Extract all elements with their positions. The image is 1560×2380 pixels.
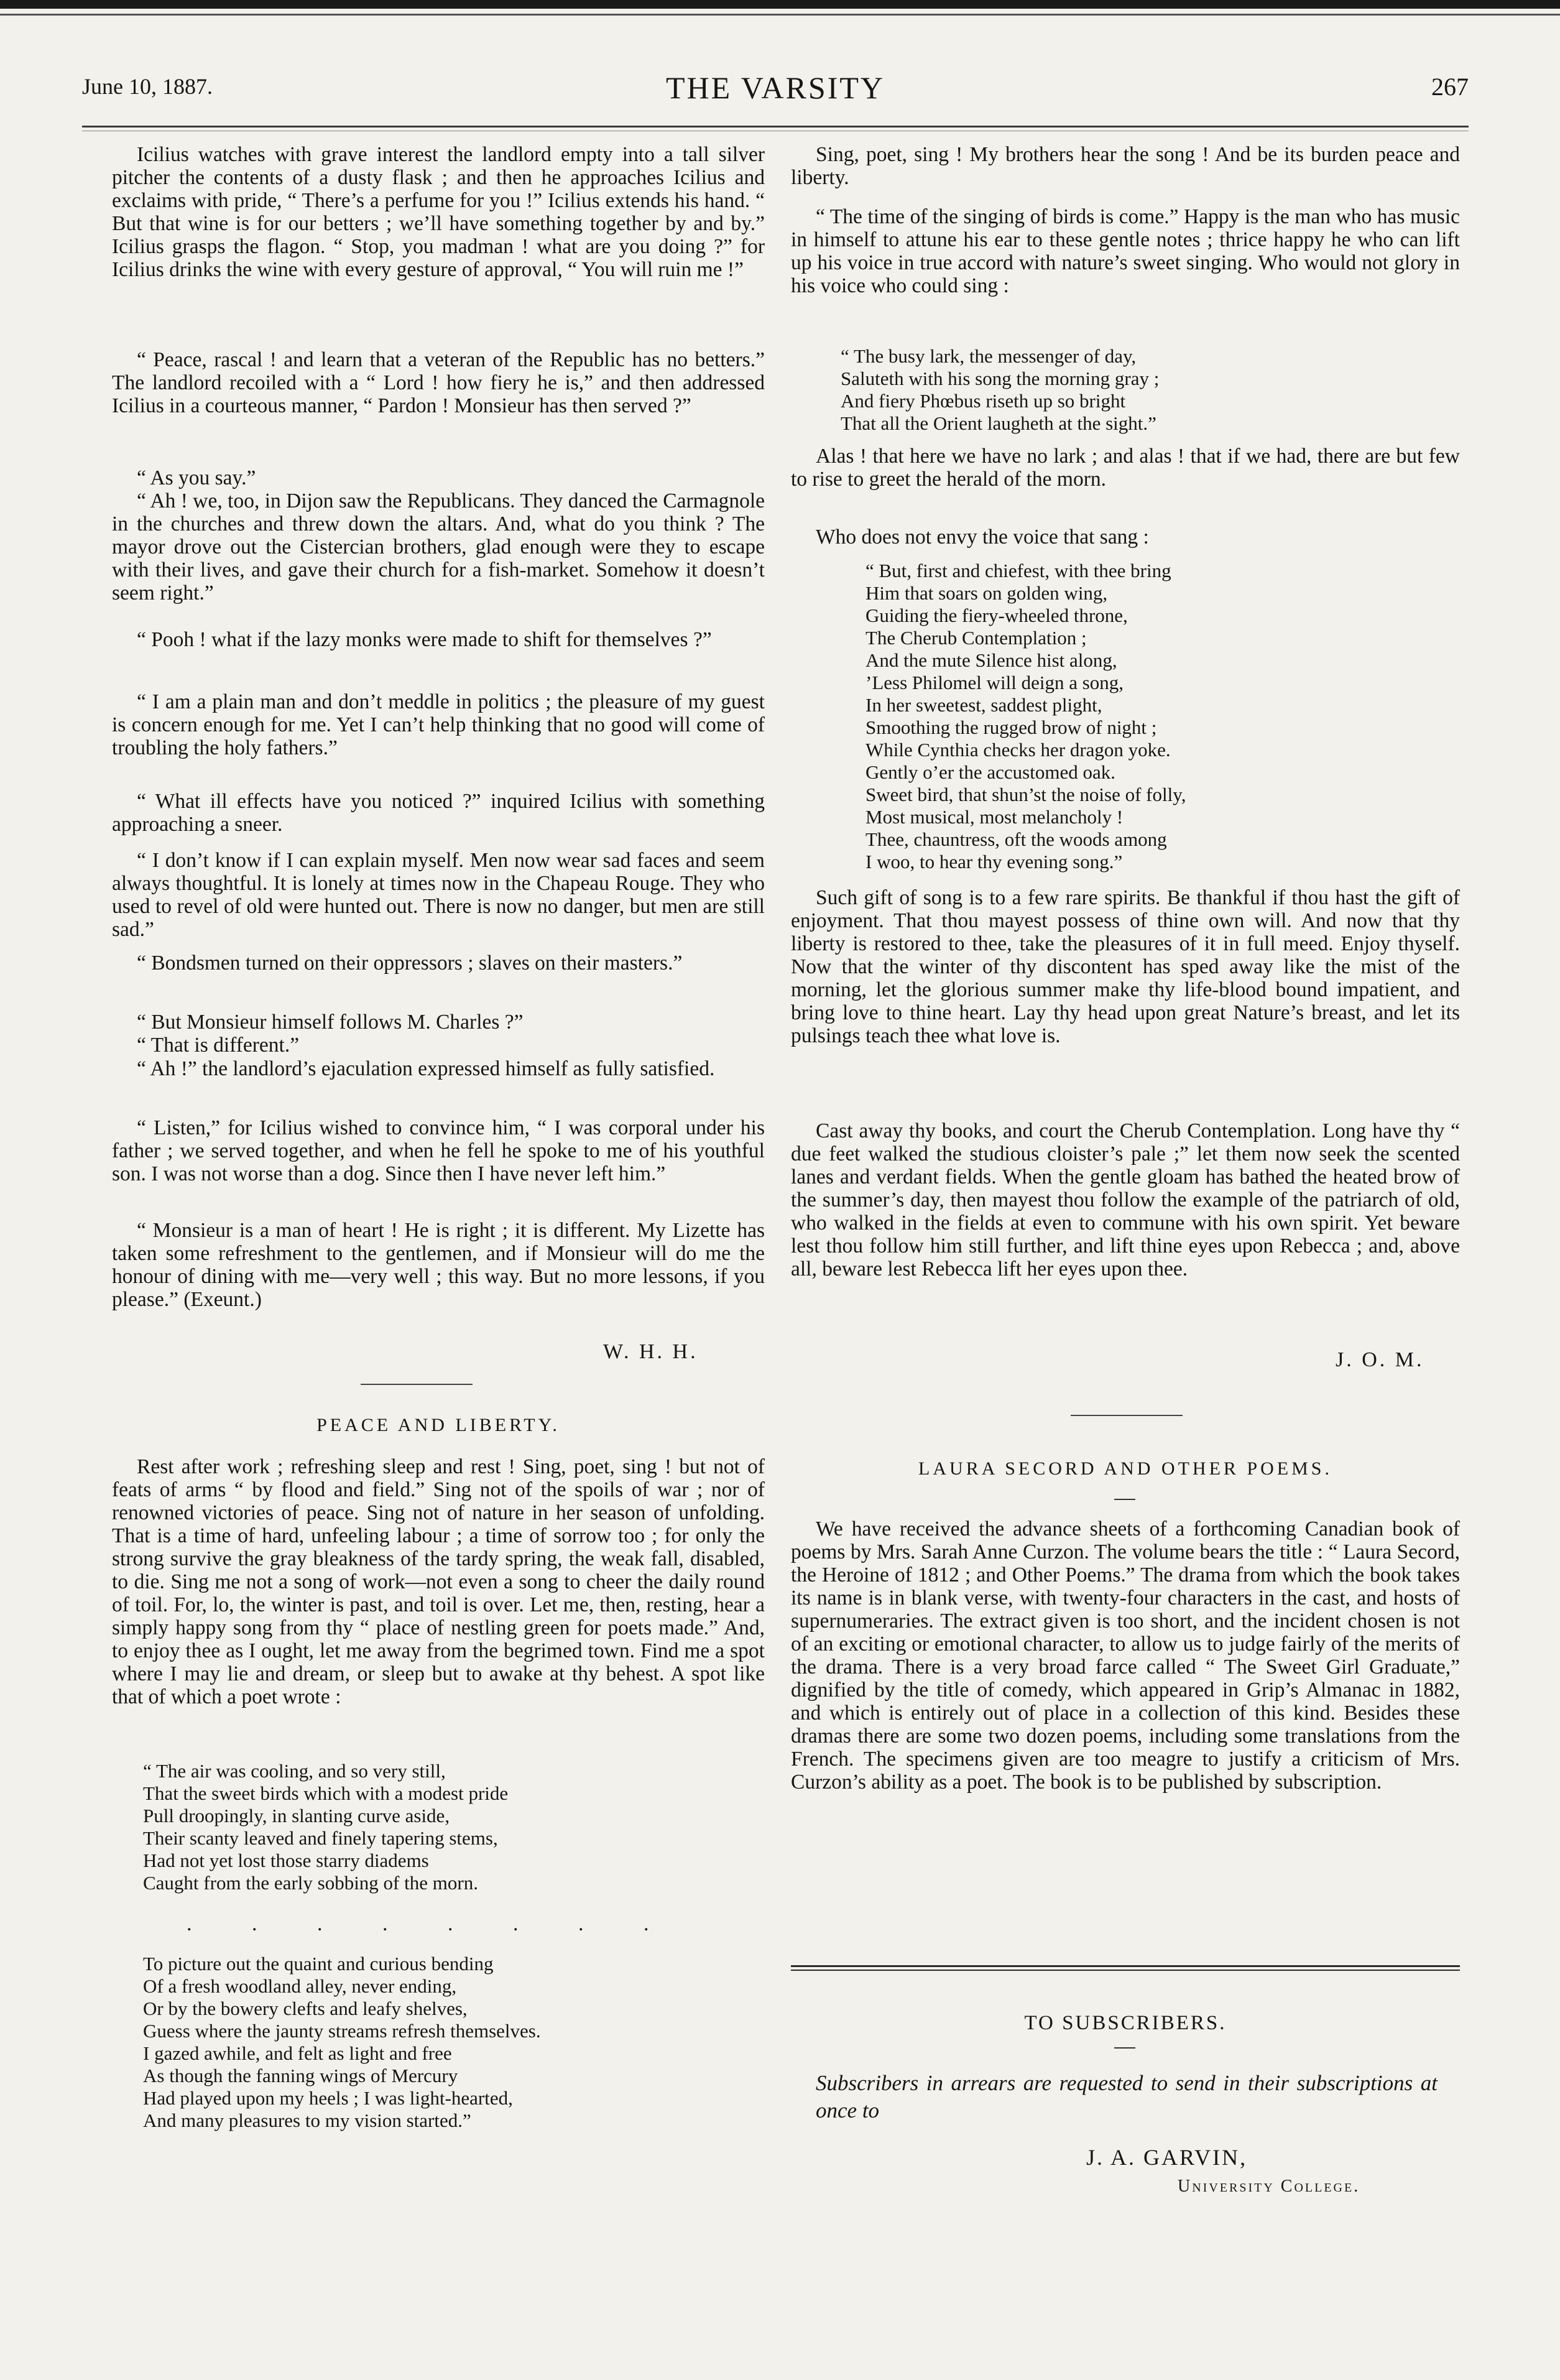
verse-line: The Cherub Contemplation ; — [865, 627, 1087, 649]
verse-line: That all the Orient laugheth at the sight.” — [841, 412, 1156, 434]
verse-line: In her sweetest, saddest plight, — [865, 694, 1102, 716]
story-paragraph: “ What ill effects have you noticed ?” inquired Icilius with something approaching a sneer. — [112, 790, 765, 836]
verse-line: Gently o’er the accustomed oak. — [865, 761, 1115, 783]
verse-line: To picture out the quaint and curious bending — [143, 1953, 494, 1975]
laura-secord-heading: LAURA SECORD AND OTHER POEMS. — [918, 1458, 1332, 1479]
subscribers-contact-name: J. A. GARVIN, — [1086, 2145, 1248, 2170]
verse-line: Smoothing the rugged brow of night ; — [865, 716, 1157, 738]
peace-liberty-paragraph: Such gift of song is to a few rare spirits. Be thankful if thou hast the gift of enjoyment. That thou mayest possess of thine own will. And now that thy liberty is restored to thee, take the pleasures of it in full meed. Enjoy thyself. Now that the winter of thy discontent has sped away like the mist of the morning, let the glorious summer make thy life-blood bound impatient, and bring love to thine heart. Lay thy head upon great Nature’s breast, and let its pulsings teach thee what love is. — [791, 886, 1460, 1047]
subscribers-notice: Subscribers in arrears are requested to send in their subscriptions at once to — [816, 2071, 1438, 2123]
verse-line: Had not yet lost those starry diadems — [143, 1850, 429, 1871]
ellipsis-row: . . . . . . . . — [187, 1912, 676, 1935]
story-paragraph: “ Ah ! we, too, in Dijon saw the Republicans. They danced the Carmagnole in the churches and threw down the altars. And, what do you think ? The mayor drove out the Cistercian brothers, glad enough were they to escape with their lives, and gave their church for a fish-market. Somehow it doesn’t seem right.” — [112, 489, 765, 604]
section-divider — [1071, 1415, 1183, 1416]
heading-dash — [1114, 1499, 1135, 1500]
verse-line: While Cynthia checks her dragon yoke. — [865, 739, 1171, 761]
story-paragraph: “ Bondsmen turned on their oppressors ; slaves on their masters.” — [137, 952, 683, 975]
masthead-title: THE VARSITY — [665, 70, 885, 105]
verse-line: Had played upon my heels ; I was light-hearted, — [143, 2087, 513, 2109]
verse-line: That the sweet birds which with a modest pride — [143, 1782, 509, 1804]
verse-line: And the mute Silence hist along, — [865, 649, 1117, 671]
header-rule — [82, 126, 1469, 127]
verse-line: Caught from the early sobbing of the morn. — [143, 1872, 478, 1894]
story-paragraph: “ I don’t know if I can explain myself. Men now wear sad faces and seem always thoughtful. It is lonely at times now in the Chapeau Rouge. They who used to revel of old were hunted out. There is now no danger, but men are still sad.” — [112, 849, 765, 941]
peace-liberty-paragraph: “ The time of the singing of birds is come.” Happy is the man who has music in himself to attune his ear to these gentle notes ; thrice happy he who can lift up his voice in true accord with nature’s sweet singing. Who would not glory in his voice who could sing : — [791, 205, 1460, 297]
verse-block — [143, 1760, 759, 1894]
verse-line: And fiery Phœbus riseth up so bright — [841, 390, 1126, 412]
verse-line: Of a fresh woodland alley, never ending, — [143, 1975, 457, 1997]
peace-liberty-paragraph: Who does not envy the voice that sang : — [816, 526, 1149, 549]
double-rule — [791, 1965, 1460, 1971]
verse-line: Guess where the jaunty streams refresh themselves. — [143, 2020, 541, 2042]
verse-line: Thee, chauntress, oft the woods among — [865, 828, 1167, 850]
peace-liberty-paragraph: Sing, poet, sing ! My brothers hear the song ! And be its burden peace and liberty. — [791, 143, 1460, 189]
page-header — [82, 70, 1469, 111]
peace-liberty-paragraph: Cast away thy books, and court the Cherub Contemplation. Long have thy “ due feet walked the studious cloister’s pale ;” let them now seek the scented lanes and verdant fields. When the gentle gloam has bathed the heated brow of the summer’s day, then mayest thou follow the example of the patriarch of old, who walked in the fields at even to commune with his own spirit. Yet beware lest thou follow him still further, and lift thine eyes upon Rebecca ; and, above all, beware lest Rebecca lift her eyes upon thee. — [791, 1119, 1460, 1280]
verse-line: ’Less Philomel will deign a song, — [865, 672, 1124, 693]
top-border — [0, 0, 1560, 9]
verse-line: And many pleasures to my vision started.” — [143, 2109, 471, 2131]
issue-date: June 10, 1887. — [82, 74, 213, 99]
verse-line: Him that soars on golden wing, — [865, 582, 1108, 604]
story-paragraph: “ That is different.” — [137, 1034, 300, 1057]
verse-line: I woo, to hear thy evening song.” — [865, 851, 1123, 873]
peace-liberty-heading: PEACE AND LIBERTY. — [316, 1415, 560, 1435]
top-border-thin — [0, 14, 1560, 16]
heading-dash — [1114, 2047, 1135, 2049]
peace-liberty-paragraph: Alas ! that here we have no lark ; and alas ! that if we had, there are but few to rise to greet the herald of the morn. — [791, 445, 1460, 491]
verse-line: “ The air was cooling, and so very still, — [143, 1760, 446, 1782]
story-paragraph: “ Ah !” the landlord’s ejaculation expressed himself as fully satisfied. — [137, 1057, 715, 1080]
story-paragraph: “ I am a plain man and don’t meddle in politics ; the pleasure of my guest is concern enough for me. Yet I can’t help thinking that no good will come of troubling the holy fathers.” — [112, 690, 765, 759]
story-paragraph: “ Listen,” for Icilius wished to convince him, “ I was corporal under his father ; we served together, and when he fell he spoke to me of his youthful son. I was not worse than a dog. Since then I have never left him.” — [112, 1116, 765, 1185]
verse-line: Saluteth with his song the morning gray ; — [841, 368, 1160, 389]
verse-line: “ But, first and chiefest, with thee bring — [865, 560, 1171, 581]
peace-liberty-intro: Rest after work ; refreshing sleep and rest ! Sing, poet, sing ! but not of feats of arms “ by flood and field.” Sing not of the spoils of war ; nor of renowned victories of peace. Sing not of nature in her season of unfolding. That is a time of hard, unfeeling labour ; a time of sorrow too ; for only the strong survive the gray bleakness of the tardy spring, the weak fall, disabled, to die. Sing me not a song of work—not even a song to cheer the daily round of toil. For, lo, the winter is past, and toil is over. Let me, then, resting, hear a simply happy song from thy “ place of nestling green for poets made.” And, to enjoy thee as I ought, let me away from the begrimed town. Find me a spot where I may lie and dream, or sleep but to awake at thy behest. A spot like that of which a poet wrote : — [112, 1455, 765, 1708]
verse-line: “ The busy lark, the messenger of day, — [841, 345, 1137, 367]
story-paragraph: “ But Monsieur himself follows M. Charles ?” — [137, 1011, 524, 1034]
verse-line: Their scanty leaved and finely tapering stems, — [143, 1827, 498, 1849]
peace-liberty-signature: J. O. M. — [1336, 1348, 1424, 1371]
story-paragraph: “ Pooh ! what if the lazy monks were made to shift for themselves ?” — [137, 628, 712, 651]
page-number: 267 — [1431, 73, 1469, 101]
story-paragraph: Icilius watches with grave interest the landlord empty into a tall silver pitcher the contents of a dusty flask ; and then he approaches Icilius and exclaims with pride, “ There’s a perfume for you !” Icilius extends his hand. “ But that wine is for our betters ; we’ll have something together by and by.” Icilius grasps the flagon. “ Stop, you madman ! what are you doing ?” for Icilius drinks the wine with every gesture of approval, “ You will ruin me !” — [112, 143, 765, 281]
story-paragraph: “ As you say.” — [137, 466, 256, 489]
story-signature: W. H. H. — [603, 1340, 698, 1363]
verse-line: As though the fanning wings of Mercury — [143, 2065, 458, 2086]
story-paragraph: “ Peace, rascal ! and learn that a veteran of the Republic has no betters.” The landlord recoiled with a “ Lord ! how fiery he is,” and then addressed Icilius in a courteous manner, “ Pardon ! Monsieur has then served ?” — [112, 348, 765, 417]
verse-line: Sweet bird, that shun’st the noise of folly, — [865, 784, 1186, 805]
verse-line: Pull droopingly, in slanting curve aside, — [143, 1805, 450, 1827]
subscribers-heading: TO SUBSCRIBERS. — [1024, 2012, 1227, 2034]
subscribers-contact-place: University College. — [1178, 2177, 1360, 2196]
verse-line: Or by the bowery clefts and leafy shelves, — [143, 1998, 468, 2019]
verse-line: Most musical, most melancholy ! — [865, 806, 1124, 828]
verse-line: Guiding the fiery-wheeled throne, — [865, 604, 1128, 626]
laura-secord-review: We have received the advance sheets of a forthcoming Canadian book of poems by Mrs. Sarah Anne Curzon. The volume bears the title : “ Laura Secord, the Heroine of 1812 ; and Other Poems.” The drama from which the book takes its name is in blank verse, with twenty-four characters in the cast, and hosts of supernumeraries. The extract given is too short, and the incident chosen is not of an exciting or emotional character, to allow us to judge fairly of the merits of the drama. There is a very broad farce called “ The Sweet Girl Graduate,” dignified by the title of comedy, which appeared in Grip’s Almanac in 1882, and which is entirely out of place in a collection of this kind. Besides these dramas there are some two dozen poems, including some translations from the French. The specimens given are too meagre to justify a criticism of Mrs. Curzon’s ability as a poet. The book is to be published by subscription. — [791, 1517, 1460, 1794]
section-divider — [361, 1384, 473, 1385]
verse-block — [143, 1953, 759, 2132]
verse-block — [865, 560, 1456, 873]
story-paragraph: “ Monsieur is a man of heart ! He is right ; it is different. My Lizette has taken some refreshment to the gentlemen, and if Monsieur will do me the honour of dining with me—very well ; this way. But no more lessons, if you please.” (Exeunt.) — [112, 1219, 765, 1311]
verse-line: I gazed awhile, and felt as light and free — [143, 2042, 452, 2064]
verse-block — [841, 345, 1456, 435]
